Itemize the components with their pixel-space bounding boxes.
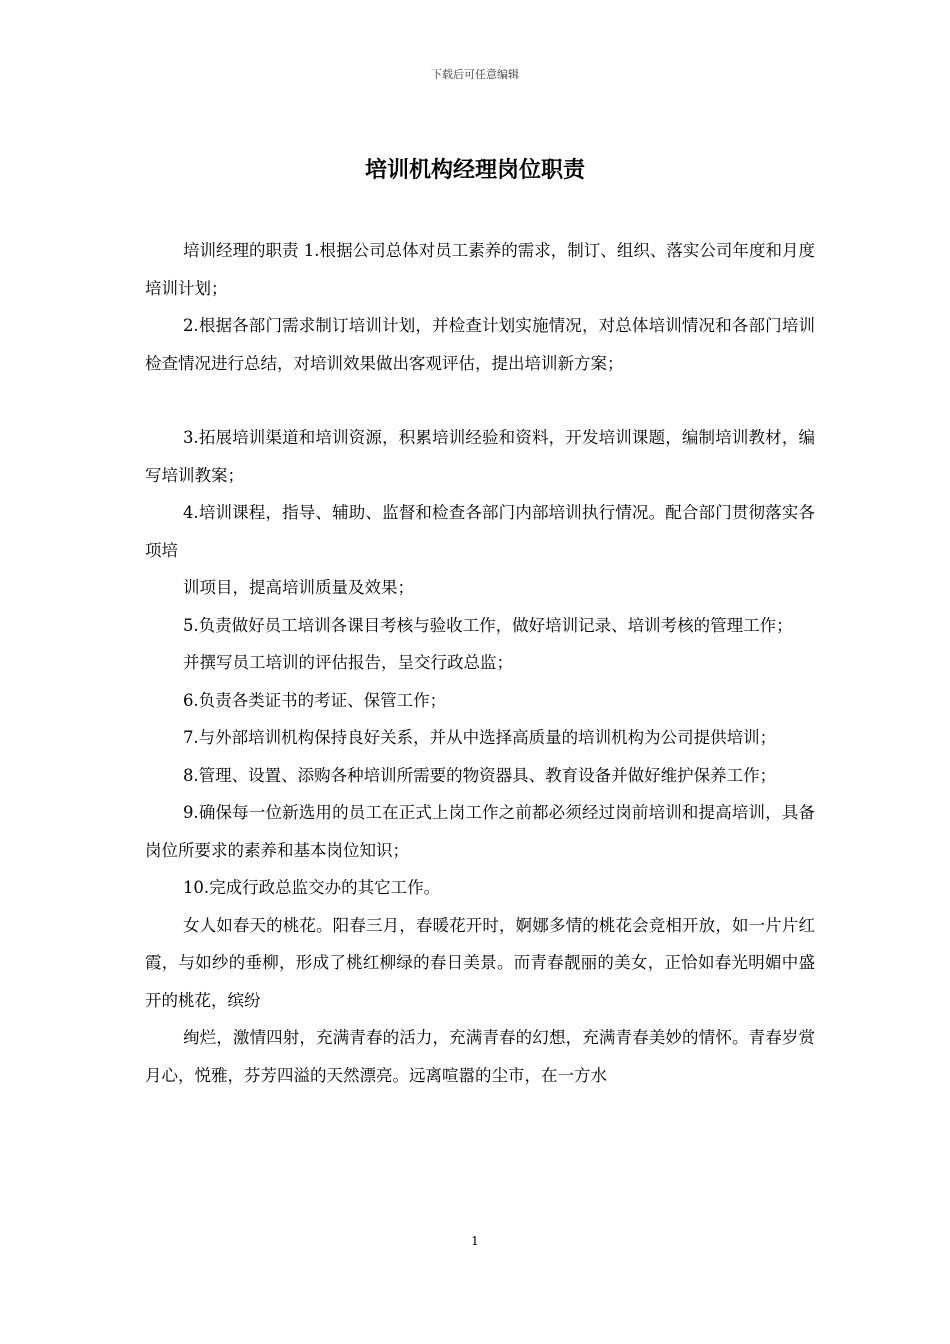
paragraph: 8.管理、设置、添购各种培训所需要的物资器具、教育设备并做好维护保养工作； [182,765,777,785]
document-title: 培训机构经理岗位职责 [364,157,585,183]
page-number: 1 [471,1234,479,1248]
paragraph: 7.与外部培训机构保持良好关系，并从中选择高质量的培训机构为公司提供培训； [182,728,777,747]
paragraph: 4.培训课程，指导、辅助、监督和检查各部门内部培训执行情况。配合部门贯彻落实各项培 [145,503,815,560]
paragraph: 9.确保每一位新选用的员工在正式上岗工作之前都必须经过岗前培训和提高培训，具备岗位所要求的素养和基本岗位知识； [145,803,815,860]
paragraph: 5.负责做好员工培训各课目考核与验收工作，做好培训记录、培训考核的管理工作； [182,615,793,635]
page-header: 下载后可任意编辑 [431,68,519,81]
paragraph: 训项目，提高培训质量及效果； [182,578,414,597]
paragraph: 6.负责各类证书的考证、保管工作； [182,690,447,710]
paragraph: 女人如春天的桃花。阳春三月，春暖花开时，婀娜多情的桃花会竞相开放，如一片片红霞，与如纱的垂柳，形成了桃红柳绿的春日美景。而青春靓丽的美女，正恰如春光明媚中盛开的桃花，缤纷 [145,915,815,1010]
paragraph: 绚烂，激情四射，充满青春的活力，充满青春的幻想，充满青春美妙的情怀。青春岁赏月心，悦雅，芬芳四溢的天然漂亮。远离喧嚣的尘市，在一方水 [145,1028,815,1085]
document-body [145,232,815,1094]
paragraph: 10.完成行政总监交办的其它工作。 [182,878,441,897]
paragraph: 并撰写员工培训的评估报告，呈交行政总监； [182,653,513,672]
paragraph: 2.根据各部门需求制订培训计划，并检查计划实施情况，对总体培训情况和各部门培训检查情况进行总结，对培训效果做出客观评估，提出培训新方案； [145,316,815,373]
paragraph: 3.拓展培训渠道和培训资源，积累培训经验和资料，开发培训课题，编制培训教材，编写培训教案； [145,428,815,485]
paragraph: 培训经理的职责 1.根据公司总体对员工素养的需求，制订、组织、落实公司年度和月度培训计划； [145,241,815,298]
